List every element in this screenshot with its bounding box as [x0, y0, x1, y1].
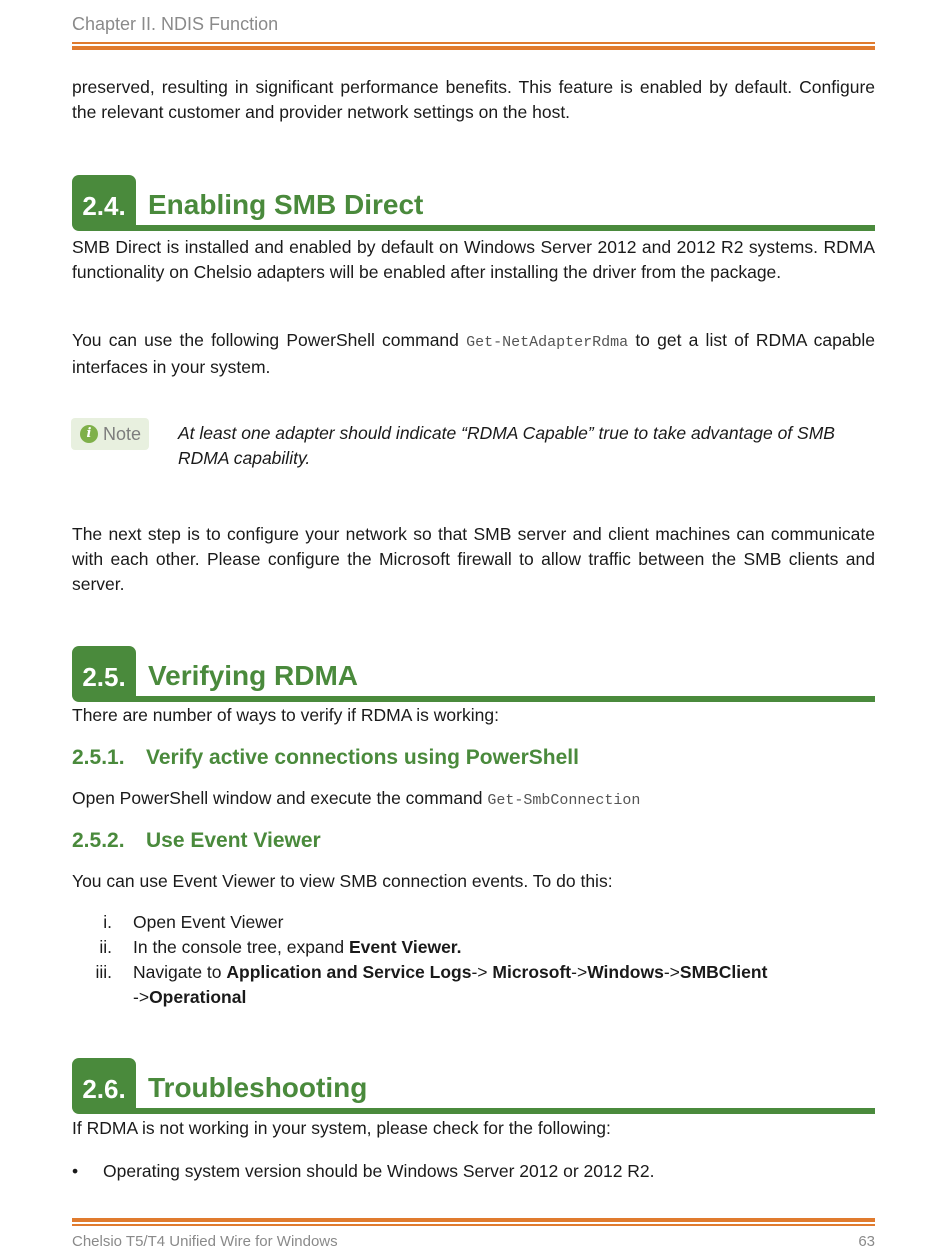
- text: ->: [663, 962, 680, 982]
- powershell-paragraph: [72, 328, 875, 380]
- list-text: [133, 960, 875, 1010]
- text: ->: [133, 987, 150, 1007]
- section-number: 2.6.: [72, 1058, 136, 1114]
- bold-text: Event Viewer.: [348, 937, 462, 957]
- section-heading-2-6: [72, 1058, 875, 1114]
- powershell-command-paragraph: [72, 786, 875, 813]
- bold-text: Microsoft: [492, 962, 572, 982]
- footer-title: Chelsio T5/T4 Unified Wire for Windows: [72, 1233, 338, 1250]
- list-number: ii.: [99, 937, 112, 957]
- bullet-icon: •: [72, 1161, 79, 1181]
- text: Navigate to: [133, 962, 227, 982]
- text: ->: [471, 962, 493, 982]
- code-get-netadapterrdma: Get-NetAdapterRdma: [466, 334, 629, 351]
- troubleshooting-intro: If RDMA is not working in your system, please check for the following:: [72, 1118, 611, 1138]
- subheading-number: 2.5.2.: [72, 829, 125, 852]
- section-underline: [132, 1108, 875, 1114]
- event-viewer-steps: [72, 910, 875, 1010]
- page-number: 63: [858, 1233, 875, 1250]
- smb-direct-paragraph: SMB Direct is installed and enabled by default on Windows Server 2012 and 2012 R2 systems. RDMA functionality on Chelsio adapters will be enabled after installing the driver from the package.: [72, 237, 875, 282]
- subheading-2-5-2: [72, 829, 321, 853]
- section-underline: [132, 696, 875, 702]
- text: to get a list of RDMA capable interfaces in your system.: [72, 330, 875, 377]
- header-rule: [72, 42, 875, 50]
- bold-text: Windows: [587, 962, 664, 982]
- text: Open PowerShell window and execute the command: [72, 788, 488, 808]
- list-item: [72, 910, 875, 935]
- chapter-header: Chapter II. NDIS Function: [72, 14, 279, 34]
- event-viewer-paragraph: You can use Event Viewer to view SMB connection events. To do this:: [72, 871, 613, 891]
- section-heading-2-4: [72, 175, 875, 231]
- info-icon: i: [80, 425, 98, 443]
- section-number: 2.5.: [72, 646, 136, 702]
- list-number: iii.: [95, 962, 112, 982]
- subheading-title: Verify active connections using PowerShell: [146, 746, 579, 769]
- list-text: Open Event Viewer: [133, 912, 284, 932]
- bold-text: SMBClient: [679, 962, 768, 982]
- section-title: Verifying RDMA: [148, 660, 359, 691]
- footer-rule: [72, 1218, 875, 1226]
- network-config-paragraph: The next step is to configure your network so that SMB server and client machines can communicate with each other. Please configure the Microsoft firewall to allow traffic between the SMB clients and server.: [72, 524, 875, 594]
- subheading-number: 2.5.1.: [72, 746, 125, 769]
- note-text: At least one adapter should indicate “RDMA Capable” true to take advantage of SMB RDMA capability.: [178, 423, 835, 468]
- subheading-title: Use Event Viewer: [146, 829, 321, 852]
- subheading-2-5-1: [72, 746, 579, 770]
- list-item: [72, 960, 875, 1010]
- text: You can use the following PowerShell command: [72, 330, 467, 350]
- list-number: i.: [103, 912, 112, 932]
- section-title: Enabling SMB Direct: [148, 189, 424, 220]
- list-text: Operating system version should be Windows Server 2012 or 2012 R2.: [103, 1161, 655, 1181]
- verify-intro: There are number of ways to verify if RDMA is working:: [72, 705, 499, 725]
- bold-text: Operational: [149, 987, 247, 1007]
- note-label: Note: [103, 424, 142, 444]
- bold-text: Application and Service Logs: [226, 962, 472, 982]
- note-badge: [71, 418, 149, 450]
- list-item: [72, 935, 875, 960]
- section-title: Troubleshooting: [148, 1072, 368, 1103]
- section-underline: [132, 225, 875, 231]
- text: ->: [571, 962, 588, 982]
- section-number: 2.4.: [72, 175, 136, 231]
- code-get-smbconnection: Get-SmbConnection: [487, 792, 641, 809]
- text: In the console tree, expand: [133, 937, 349, 957]
- section-heading-2-5: [72, 646, 875, 702]
- list-text: [133, 935, 875, 960]
- intro-paragraph: preserved, resulting in significant performance benefits. This feature is enabled by default. Configure the relevant customer and provider network settings on the host.: [72, 77, 875, 122]
